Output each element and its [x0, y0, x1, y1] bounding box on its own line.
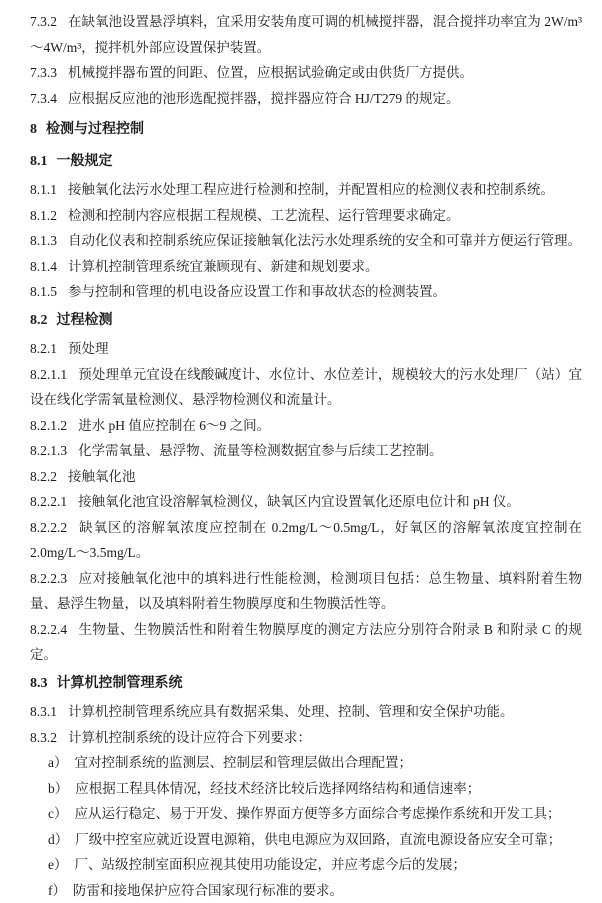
clause-text: 检测和控制内容应根据工程规模、工艺流程、运行管理要求确定。 [68, 208, 460, 223]
clause-number: 8.1.5 [30, 284, 68, 299]
clause-8-1-4 [30, 254, 582, 280]
chapter-8-heading [30, 117, 582, 143]
clause-text: 计算机控制系统的设计应符合下列要求： [68, 730, 311, 745]
list-item-label: d） [48, 832, 75, 847]
clause-7-3-2 [30, 9, 582, 60]
clause-8-3-2 [30, 725, 582, 751]
clause-number: 8.2.1.2 [30, 418, 78, 433]
clause-text: 化学需氧量、悬浮物、流量等检测数据宜参与后续工艺控制。 [78, 443, 443, 458]
clause-number: 8.3.2 [30, 730, 68, 745]
clause-text: 应根据反应池的池形选配搅拌器，搅拌器应符合 HJ/T279 的规定。 [68, 91, 460, 106]
clause-number: 8.2.1.1 [30, 367, 78, 382]
list-item-label: f） [48, 883, 73, 898]
clause-number: 7.3.2 [30, 14, 68, 29]
clause-text: 接触氧化池 [68, 469, 136, 484]
clause-number: 7.3.3 [30, 65, 68, 80]
clause-text: 缺氧区的溶解氧浓度应控制在 0.2mg/L～0.5mg/L，好氧区的溶解氧浓度宜控制在 2.0mg/L～3.5mg/L。 [30, 520, 582, 561]
section-number: 8.2 [30, 313, 57, 328]
clause-number: 8.3.1 [30, 704, 68, 719]
clause-text: 生物量、生物膜活性和附着生物膜厚度的测定方法应分别符合附录 B 和附录 C 的规定。 [30, 622, 582, 663]
clause-8-1-1 [30, 177, 582, 203]
clause-8-3-1 [30, 699, 582, 725]
clause-7-3-3 [30, 60, 582, 86]
clause-text: 机械搅拌器布置的间距、位置，应根据试验确定或由供货厂方提供。 [68, 65, 473, 80]
list-item-label: a） [48, 755, 75, 770]
clause-number: 8.2.2 [30, 469, 68, 484]
clause-text: 预处理 [68, 341, 109, 356]
clause-8-2-2-4 [30, 617, 582, 668]
clause-8-1-3 [30, 228, 582, 254]
list-item-text: 应根据工程具体情况，经技术经济比较后选择网络结构和通信速率； [75, 781, 480, 796]
clause-text: 自动化仪表和控制系统应保证接触氧化法污水处理系统的安全和可靠并方便运行管理。 [68, 233, 581, 248]
clause-text: 计算机控制管理系统应具有数据采集、处理、控制、管理和安全保护功能。 [68, 704, 514, 719]
clause-8-2-1 [30, 336, 582, 362]
clause-text: 接触氧化法污水处理工程应进行检测和控制，并配置相应的检测仪表和控制系统。 [68, 182, 554, 197]
clause-text: 接触氧化池宜设溶解氧检测仪，缺氧区内宜设置氧化还原电位计和 pH 仪。 [78, 494, 520, 509]
section-8-1-heading [30, 149, 582, 175]
list-item-label: b） [48, 781, 75, 796]
list-item-label: e） [48, 857, 75, 872]
clause-7-3-4 [30, 86, 582, 112]
clause-number: 8.2.2.4 [30, 622, 78, 637]
clause-number: 8.1.1 [30, 182, 68, 197]
clause-8-1-5 [30, 279, 582, 305]
clause-text: 参与控制和管理的机电设备应设置工作和事故状态的检测装置。 [68, 284, 446, 299]
clause-number: 8.1.2 [30, 208, 68, 223]
clause-number: 8.2.1.3 [30, 443, 78, 458]
list-item-c [30, 801, 582, 827]
chapter-title: 检测与过程控制 [46, 122, 144, 137]
list-item-b [30, 776, 582, 802]
chapter-number: 8 [30, 122, 46, 137]
list-item-text: 厂、站级控制室面积应视其使用功能设定，并应考虑今后的发展； [75, 857, 467, 872]
list-item-d [30, 827, 582, 853]
clause-text: 计算机控制管理系统宜兼顾现有、新建和规划要求。 [68, 259, 379, 274]
list-item-text: 防雷和接地保护应符合国家现行标准的要求。 [73, 883, 343, 898]
clause-8-1-2 [30, 203, 582, 229]
list-item-text: 厂级中控室应就近设置电源箱，供电电源应为双回路，直流电源设备应安全可靠； [75, 832, 561, 847]
list-item-a [30, 750, 582, 776]
section-title: 一般规定 [57, 154, 113, 169]
clause-text: 预处理单元宜设在线酸碱度计、水位计、水位差计，规模较大的污水处理厂（站）宜设在线化学需氧量检测仪、悬浮物检测仪和流量计。 [30, 367, 582, 408]
section-8-3-heading [30, 671, 582, 697]
list-item-f [30, 878, 582, 903]
section-title: 计算机控制管理系统 [57, 676, 183, 691]
clause-number: 8.1.4 [30, 259, 68, 274]
section-title: 过程检测 [57, 313, 113, 328]
clause-text: 在缺氧池设置悬浮填料，宜采用安装角度可调的机械搅拌器，混合搅拌功率宜为 2W/m³～4W/m³，搅拌机外部应设置保护装置。 [30, 14, 582, 55]
section-number: 8.3 [30, 676, 57, 691]
clause-number: 8.2.2.1 [30, 494, 78, 509]
clause-8-2-1-2 [30, 413, 582, 439]
clause-8-2-1-3 [30, 438, 582, 464]
clause-number: 8.2.2.3 [30, 571, 78, 586]
clause-8-2-1-1 [30, 362, 582, 413]
clause-number: 7.3.4 [30, 91, 68, 106]
clause-8-2-2-2 [30, 515, 582, 566]
clause-text: 应对接触氧化池中的填料进行性能检测，检测项目包括：总生物量、填料附着生物量、悬浮生物量，以及填料附着生物膜厚度和生物膜活性等。 [30, 571, 582, 612]
list-item-text: 应从运行稳定、易于开发、操作界面方便等多方面综合考虑操作系统和开发工具； [75, 806, 561, 821]
clause-number: 8.2.2.2 [30, 520, 78, 535]
section-8-2-heading [30, 308, 582, 334]
clause-number: 8.1.3 [30, 233, 68, 248]
clause-text: 进水 pH 值应控制在 6～9 之间。 [78, 418, 270, 433]
clause-number: 8.2.1 [30, 341, 68, 356]
section-number: 8.1 [30, 154, 57, 169]
clause-8-2-2 [30, 464, 582, 490]
list-item-e [30, 852, 582, 878]
list-item-label: c） [48, 806, 75, 821]
list-item-text: 宜对控制系统的监测层、控制层和管理层做出合理配置； [75, 755, 413, 770]
clause-8-2-2-3 [30, 566, 582, 617]
clause-8-2-2-1 [30, 489, 582, 515]
